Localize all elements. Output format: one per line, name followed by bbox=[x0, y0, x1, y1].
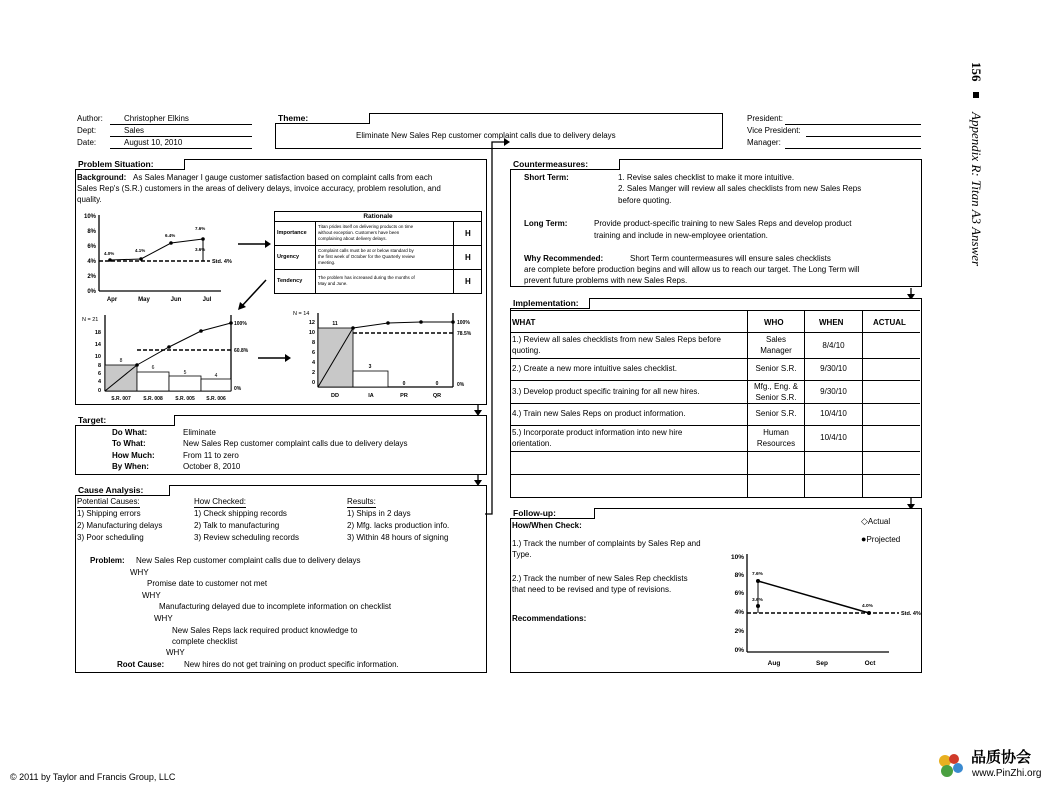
rationale-name: Urgency bbox=[277, 254, 300, 260]
why-label: WHY bbox=[142, 591, 161, 600]
impl-row-line bbox=[511, 425, 920, 426]
legend-actual: ◇Actual bbox=[861, 516, 891, 526]
how-when-check: How/When Check: bbox=[512, 521, 582, 530]
impl-who: Senior S.R. bbox=[755, 364, 797, 373]
impl-row-line bbox=[511, 380, 920, 381]
follow-item: Type. bbox=[512, 550, 532, 559]
x-tick: Apr bbox=[106, 297, 118, 303]
cause-analysis-label: Cause Analysis: bbox=[75, 485, 170, 496]
data-point bbox=[108, 258, 112, 262]
rationale-rating: H bbox=[465, 277, 471, 286]
data-point bbox=[867, 611, 871, 615]
cause-cell: 2) Talk to manufacturing bbox=[194, 521, 280, 530]
data-point bbox=[169, 241, 173, 245]
background-line-1: As Sales Manager I gauge customer satisfaction based on complaint calls from each bbox=[133, 173, 433, 182]
bar-label: 8 bbox=[119, 358, 123, 364]
rationale-text: The problem has increased during the months of May and June. bbox=[318, 275, 415, 286]
rationale-row bbox=[275, 246, 481, 270]
impl-row-line bbox=[511, 474, 920, 475]
root-cause-label: Root Cause: bbox=[117, 660, 165, 669]
vp-line bbox=[806, 136, 921, 137]
target-value: October 8, 2010 bbox=[183, 462, 241, 471]
x-tick: PR bbox=[400, 393, 408, 399]
cause-cell: 1) Check shipping records bbox=[194, 509, 287, 518]
y-tick: 6% bbox=[87, 244, 96, 250]
right-tick: 0% bbox=[457, 382, 465, 388]
target-box bbox=[75, 415, 487, 475]
bar bbox=[137, 372, 169, 391]
problem-situation-label: Problem Situation: bbox=[75, 159, 185, 170]
impl-when: 10/4/10 bbox=[820, 433, 847, 442]
rationale-name: Tendency bbox=[277, 278, 303, 284]
impl-header: WHAT bbox=[512, 318, 536, 327]
right-tick: 0% bbox=[234, 386, 242, 392]
bullet-square bbox=[973, 92, 979, 98]
short-term-line: before quoting. bbox=[618, 196, 672, 205]
impl-what: 4.) Train new Sales Reps on product information. bbox=[512, 409, 686, 418]
pinzhi-logo bbox=[934, 748, 1056, 784]
impl-row-line bbox=[511, 451, 920, 452]
y-tick: 8 bbox=[311, 340, 315, 346]
cause-cell: 2) Mfg. lacks production info. bbox=[347, 521, 450, 530]
pareto-chart-sales-reps bbox=[76, 312, 266, 402]
problem-statement: New Sales Rep customer complaint calls due to delivery delays bbox=[136, 556, 361, 565]
impl-header: WHEN bbox=[819, 318, 844, 327]
target-key: How Much: bbox=[112, 451, 155, 460]
bar bbox=[353, 371, 388, 387]
pareto-chart-complaint-types bbox=[291, 308, 481, 403]
why-recommended-label: Why Recommended: bbox=[524, 254, 604, 263]
trend-chart-apr-jul bbox=[76, 210, 306, 305]
y-tick: 12 bbox=[308, 320, 315, 326]
y-tick: 2 bbox=[311, 370, 315, 376]
bar-label: 6 bbox=[151, 365, 155, 371]
cause-header: Potential Causes: bbox=[77, 497, 140, 506]
y-tick: 0 bbox=[97, 388, 101, 394]
x-tick: Sep bbox=[816, 660, 828, 667]
rationale-rating: H bbox=[465, 253, 471, 262]
y-tick: 8% bbox=[734, 572, 744, 579]
impl-row-line bbox=[511, 332, 920, 333]
president-line bbox=[785, 124, 921, 125]
y-tick: 8% bbox=[87, 229, 96, 235]
rationale-divider bbox=[315, 246, 316, 270]
side-page-title bbox=[968, 56, 988, 296]
y-tick: 2% bbox=[87, 274, 96, 280]
short-term-label: Short Term: bbox=[524, 173, 569, 182]
y-tick: 4 bbox=[311, 360, 315, 366]
impl-what: 5.) Incorporate product information into new hire bbox=[512, 428, 683, 437]
cause-cell: 2) Manufacturing delays bbox=[77, 521, 163, 530]
impl-who: Mfg., Eng. & bbox=[753, 382, 799, 391]
y-tick: 8 bbox=[97, 363, 101, 369]
value-label: 3.6% bbox=[195, 247, 206, 252]
theme-text: Eliminate New Sales Rep customer complaint calls due to delivery delays bbox=[356, 131, 616, 140]
impl-row-line bbox=[511, 358, 920, 359]
y-tick: 6 bbox=[97, 371, 101, 377]
rationale-divider bbox=[453, 246, 454, 270]
vp-label: Vice President: bbox=[747, 126, 801, 135]
rationale-row bbox=[275, 222, 481, 246]
data-point bbox=[451, 320, 455, 324]
cumulative-label: 60.8% bbox=[234, 348, 249, 354]
follow-up-label: Follow-up: bbox=[510, 508, 595, 519]
impl-who: Human bbox=[763, 428, 789, 437]
right-tick: 100% bbox=[457, 320, 470, 326]
value-label: 6.4% bbox=[165, 233, 176, 238]
cause-cell: 1) Shipping errors bbox=[77, 509, 141, 518]
theme-label: Theme: bbox=[275, 113, 370, 124]
value-label: 7.6% bbox=[195, 226, 206, 231]
bar-label: 3 bbox=[368, 364, 372, 370]
why-label: WHY bbox=[154, 614, 173, 623]
follow-item: that need to be revised and type of revisions. bbox=[512, 585, 672, 594]
date-value: August 10, 2010 bbox=[110, 138, 252, 149]
y-tick: 0 bbox=[311, 380, 315, 386]
impl-what: 1.) Review all sales checklists from new Sales Reps before bbox=[512, 335, 721, 344]
arrow-down-left-icon bbox=[236, 278, 268, 312]
why-label: WHY bbox=[130, 568, 149, 577]
target-key: To What: bbox=[112, 439, 146, 448]
countermeasures-box bbox=[510, 159, 922, 287]
rationale-divider bbox=[453, 222, 454, 246]
x-tick: May bbox=[138, 297, 150, 303]
cause-header: How Checked: bbox=[194, 497, 247, 506]
y-tick: 4% bbox=[87, 259, 96, 265]
impl-when: 9/30/10 bbox=[820, 387, 847, 396]
y-tick: 2% bbox=[734, 628, 744, 635]
long-term-line: training and include in new-employee orientation. bbox=[594, 231, 768, 240]
rationale-text: Complaint calls must be at or below standard by the first week of October for the Quarterly review meeting. bbox=[318, 248, 415, 265]
followup-chart-aug-oct bbox=[721, 549, 921, 671]
impl-what: 3.) Develop product specific training for all new hires. bbox=[512, 387, 700, 396]
bar-label: 0 bbox=[435, 381, 439, 387]
dept-value: Sales bbox=[110, 126, 252, 137]
long-term-line: Provide product-specific training to new Sales Reps and develop product bbox=[594, 219, 852, 228]
x-tick: DD bbox=[331, 393, 339, 399]
target-value: New Sales Rep customer complaint calls due to delivery delays bbox=[183, 439, 408, 448]
data-point bbox=[167, 345, 171, 349]
y-tick: 0% bbox=[734, 647, 744, 654]
manager-line bbox=[785, 148, 921, 149]
impl-when: 9/30/10 bbox=[820, 364, 847, 373]
impl-who: Sales bbox=[765, 335, 786, 344]
why-label: WHY bbox=[166, 648, 185, 657]
dept-label: Dept: bbox=[77, 126, 97, 135]
value-label: 4.1% bbox=[135, 248, 146, 253]
rationale-row bbox=[275, 270, 481, 293]
y-tick: 6% bbox=[734, 590, 744, 597]
n-label: N = 21 bbox=[82, 317, 99, 323]
implementation-box bbox=[510, 298, 922, 498]
background-line-3: quality. bbox=[77, 195, 102, 204]
data-point bbox=[419, 320, 423, 324]
impl-who: Manager bbox=[760, 346, 792, 355]
rationale-rating: H bbox=[465, 229, 471, 238]
rationale-name: Importance bbox=[277, 230, 307, 236]
y-tick: 18 bbox=[94, 330, 101, 336]
x-tick: S.R. 005 bbox=[175, 396, 195, 402]
recommendations-label: Recommendations: bbox=[512, 614, 587, 623]
implementation-label: Implementation: bbox=[510, 298, 590, 309]
why-recommended-line: prevent future problems with new Sales Reps. bbox=[524, 276, 688, 285]
data-point bbox=[229, 321, 233, 325]
rationale-text: Titan prides itself on delivering products on time without exception. Customers have been complaining about delivery delays. bbox=[318, 224, 414, 241]
target-key: Do What: bbox=[112, 428, 148, 437]
logo-url: www.PinZhi.org bbox=[972, 768, 1042, 779]
diamond-icon: ◇ bbox=[861, 516, 868, 526]
impl-what: orientation. bbox=[512, 439, 552, 448]
cause-analysis-box bbox=[75, 485, 487, 673]
page-number: 156 bbox=[969, 62, 984, 82]
data-point bbox=[199, 329, 203, 333]
why-recommended-line: Short Term countermeasures will ensure sales checklists bbox=[630, 254, 831, 263]
impl-who: Resources bbox=[756, 439, 796, 448]
countermeasures-label: Countermeasures: bbox=[510, 159, 620, 170]
impl-when: 8/4/10 bbox=[822, 341, 845, 350]
rationale-title: Rationale bbox=[275, 212, 481, 222]
follow-item: 1.) Track the number of complaints by Sales Rep and bbox=[512, 539, 701, 548]
y-tick: 4% bbox=[734, 609, 744, 616]
trend-line bbox=[758, 581, 869, 613]
x-tick: Oct bbox=[864, 660, 876, 667]
cumulative-line bbox=[353, 322, 453, 328]
data-point bbox=[756, 579, 760, 583]
n-label: N = 14 bbox=[293, 311, 310, 317]
bar bbox=[201, 379, 231, 391]
standard-label: Std. 4% bbox=[212, 259, 232, 265]
bar-label: 11 bbox=[332, 321, 338, 327]
impl-who: Senior S.R. bbox=[755, 393, 797, 402]
cause-cell: 1) Ships in 2 days bbox=[347, 509, 411, 518]
legend-projected: ●Projected bbox=[861, 534, 901, 544]
follow-up-box bbox=[510, 508, 922, 673]
y-tick: 14 bbox=[94, 342, 101, 348]
why-answer: complete checklist bbox=[172, 637, 238, 646]
impl-when: 10/4/10 bbox=[820, 409, 847, 418]
y-tick: 10% bbox=[83, 214, 96, 220]
copyright: © 2011 by Taylor and Francis Group, LLC bbox=[10, 772, 176, 782]
problem-situation-box bbox=[75, 159, 487, 405]
x-tick: IA bbox=[368, 393, 374, 399]
date-label: Date: bbox=[77, 138, 97, 147]
standard-label: Std. 4% bbox=[901, 611, 921, 617]
data-point bbox=[351, 326, 355, 330]
bar-label: 5 bbox=[183, 370, 187, 376]
target-label: Target: bbox=[75, 415, 175, 426]
cause-header: Results: bbox=[347, 497, 376, 506]
why-answer: New Sales Reps lack required product knowledge to bbox=[172, 626, 358, 635]
rationale-divider bbox=[315, 270, 316, 293]
appendix-title: Appendix R: Titan A3 Answer bbox=[969, 112, 984, 267]
president-label: President: bbox=[747, 114, 784, 123]
x-tick: S.R. 007 bbox=[111, 396, 131, 402]
value-label: 3.6% bbox=[752, 598, 763, 603]
rationale-divider bbox=[315, 222, 316, 246]
impl-row-line bbox=[511, 403, 920, 404]
rationale-table bbox=[274, 211, 482, 294]
cause-cell: 3) Poor scheduling bbox=[77, 533, 144, 542]
impl-header: WHO bbox=[764, 318, 784, 327]
cumulative-label: 78.5% bbox=[457, 331, 472, 337]
y-tick: 0% bbox=[87, 289, 96, 295]
data-point bbox=[386, 321, 390, 325]
bar-label: 0 bbox=[402, 381, 406, 387]
manager-label: Manager: bbox=[747, 138, 781, 147]
long-term-label: Long Term: bbox=[524, 219, 568, 228]
rationale-divider bbox=[453, 270, 454, 293]
why-answer: Promise date to customer not met bbox=[147, 579, 268, 588]
target-key: By When: bbox=[112, 462, 149, 471]
x-tick: QR bbox=[432, 393, 442, 399]
y-tick: 6 bbox=[311, 350, 315, 356]
value-label: 4.0% bbox=[104, 251, 115, 256]
cause-cell: 3) Within 48 hours of signing bbox=[347, 533, 449, 542]
x-tick: Aug bbox=[767, 660, 781, 667]
impl-row-line bbox=[511, 310, 920, 311]
flower-logo-icon bbox=[934, 750, 968, 782]
impl-what: quoting. bbox=[512, 346, 541, 355]
value-label: 4.0% bbox=[862, 604, 873, 609]
arrow-right-icon bbox=[238, 238, 272, 250]
dot-icon: ● bbox=[861, 534, 867, 544]
author-value: Christopher Elkins bbox=[110, 114, 252, 125]
impl-header: ACTUAL bbox=[873, 318, 906, 327]
x-tick: S.R. 006 bbox=[206, 396, 226, 402]
data-point bbox=[756, 604, 760, 608]
background-label: Background: bbox=[77, 173, 127, 182]
data-point bbox=[135, 363, 139, 367]
bar-label: 4 bbox=[214, 373, 218, 379]
target-value: From 11 to zero bbox=[183, 451, 239, 460]
y-tick: 10 bbox=[308, 330, 315, 336]
background-line-2: Sales Rep's (S.R.) customers in the areas of delivery delays, invoice accuracy, problem resolution, and bbox=[77, 184, 441, 193]
why-recommended-line: are complete before production begins and will allow us to reach our target. The Long Term will bbox=[524, 265, 860, 274]
data-point bbox=[139, 257, 143, 261]
cumulative-line bbox=[137, 323, 231, 365]
bar bbox=[169, 376, 201, 391]
impl-who: Senior S.R. bbox=[755, 409, 797, 418]
short-term-line: 1. Revise sales checklist to make it more intuitive. bbox=[618, 173, 795, 182]
x-tick: Jun bbox=[170, 297, 182, 303]
problem-label: Problem: bbox=[90, 556, 125, 565]
short-term-line: 2. Sales Manger will review all sales checklists from new Sales Reps bbox=[618, 184, 862, 193]
logo-text: 品质协会 bbox=[971, 749, 1032, 766]
y-tick: 10 bbox=[94, 354, 101, 360]
value-label: 7.6% bbox=[752, 572, 763, 577]
why-answer: Manufacturing delayed due to incomplete information on checklist bbox=[159, 602, 392, 611]
follow-item: 2.) Track the number of new Sales Rep checklists bbox=[512, 574, 688, 583]
y-tick: 4 bbox=[97, 379, 101, 385]
x-tick: S.R. 008 bbox=[143, 396, 163, 402]
author-label: Author: bbox=[77, 114, 103, 123]
impl-what: 2.) Create a new more intuitive sales checklist. bbox=[512, 364, 677, 373]
y-tick: 10% bbox=[730, 554, 744, 561]
right-tick: 100% bbox=[234, 321, 247, 327]
target-value: Eliminate bbox=[183, 428, 216, 437]
cause-cell: 3) Review scheduling records bbox=[194, 533, 299, 542]
root-cause-statement: New hires do not get training on product specific information. bbox=[184, 660, 399, 669]
trend-line bbox=[110, 239, 206, 260]
x-tick: Jul bbox=[202, 297, 212, 303]
